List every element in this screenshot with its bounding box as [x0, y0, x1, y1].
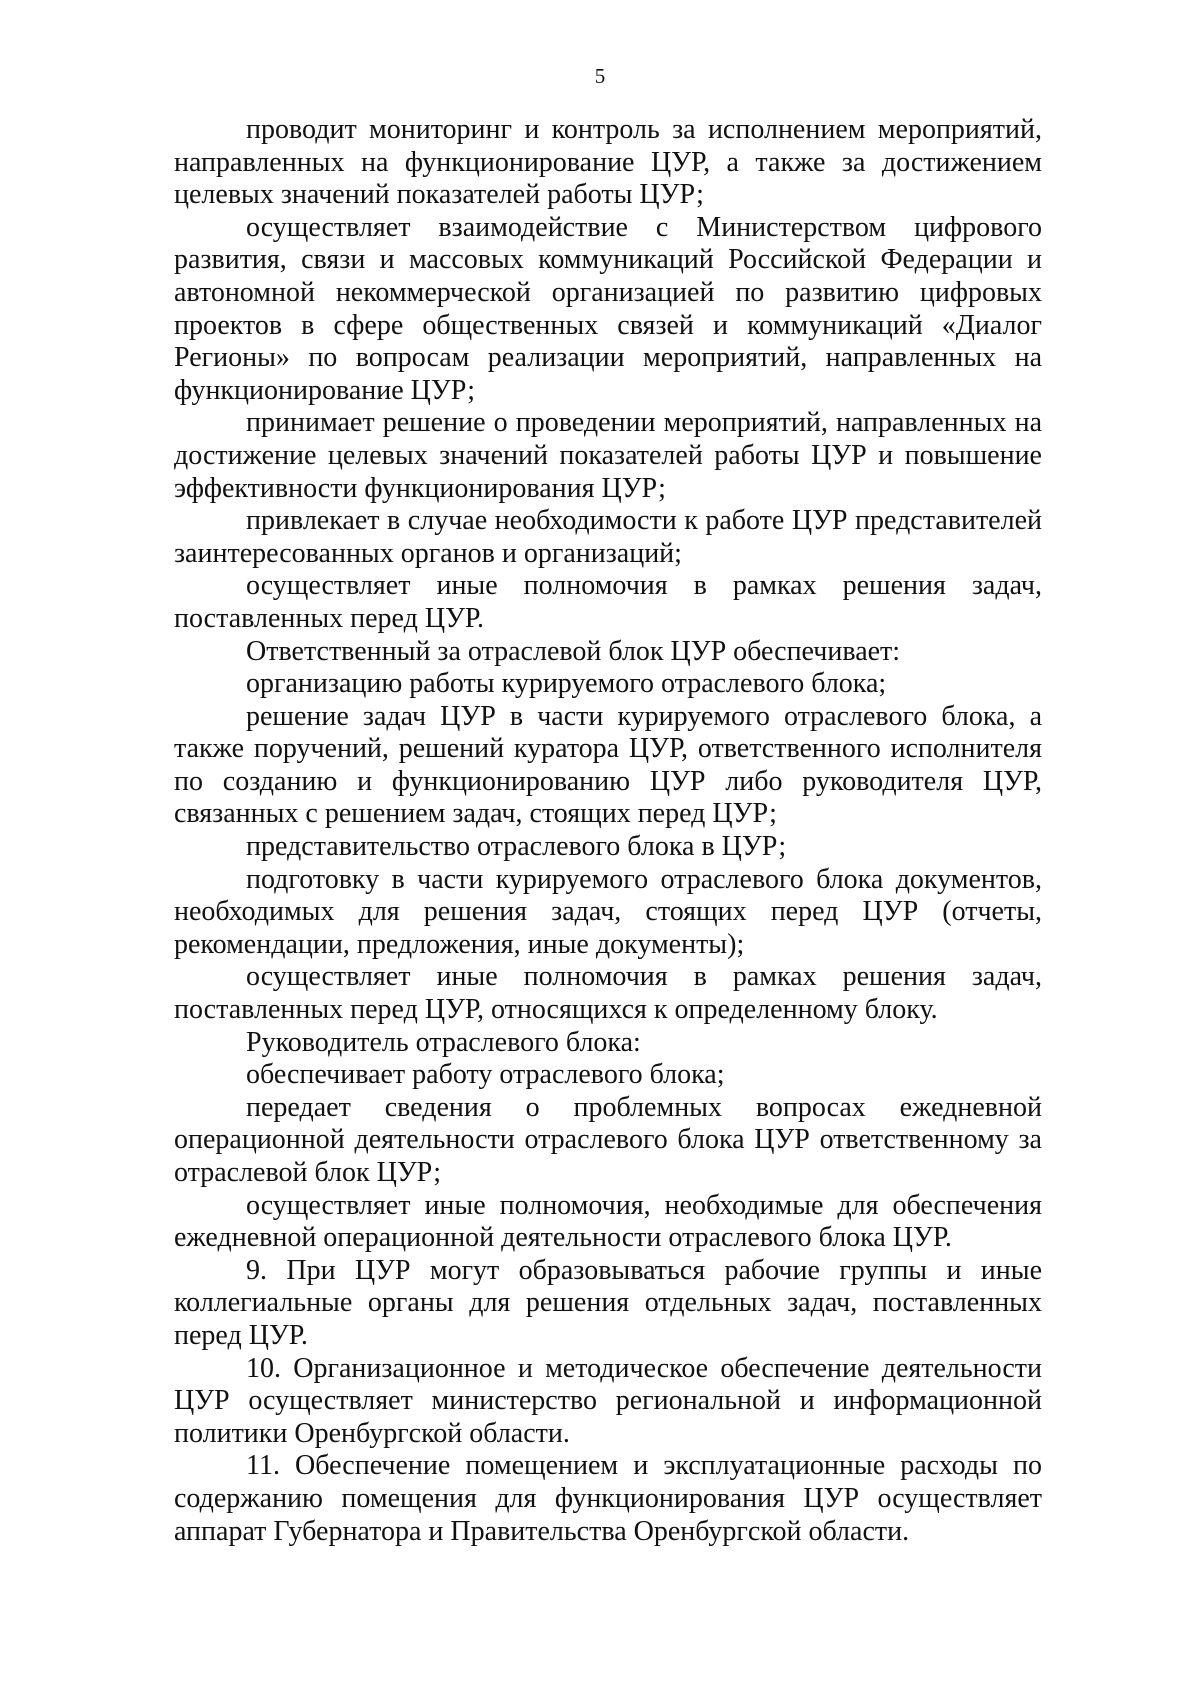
paragraph: Ответственный за отраслевой блок ЦУР обеспечивает: — [246, 635, 901, 667]
paragraph: осуществляет взаимодействие с Министерством цифрового развития, связи и массовых коммуникаций Российской Федерации и автономной некоммерческой организацией по развитию цифровых проектов в сфере общественных связей и коммуникаций «Диалог Регионы» по вопросам реализации мероприятий, направленных на функционирование ЦУР; — [174, 211, 1042, 406]
paragraph: Руководитель отраслевого блока: — [246, 1026, 641, 1058]
paragraph: принимает решение о проведении мероприятий, направленных на достижение целевых значений показателей работы ЦУР и повышение эффективности функционирования ЦУР; — [174, 407, 1042, 504]
paragraph: обеспечивает работу отраслевого блока; — [246, 1059, 725, 1091]
document-body — [174, 114, 1042, 1548]
paragraph: решение задач ЦУР в части курируемого отраслевого блока, а также поручений, решений куратора ЦУР, ответственного исполнителя по созданию и функционированию ЦУР либо руководителя ЦУР, связанных с решением задач, стоящих перед ЦУР; — [174, 700, 1042, 830]
paragraph: проводит мониторинг и контроль за исполнением мероприятий, направленных на функционирование ЦУР, а также за достижением целевых значений показателей работы ЦУР; — [174, 114, 1042, 211]
page-number: 5 — [594, 64, 606, 88]
paragraph: передает сведения о проблемных вопросах ежедневной операционной деятельности отраслевого блока ЦУР ответственному за отраслевой блок ЦУР; — [174, 1091, 1042, 1188]
paragraph: 11. Обеспечение помещением и эксплуатационные расходы по содержанию помещения для функционирования ЦУР осуществляет аппарат Губернатора и Правительства Оренбургской области. — [174, 1450, 1042, 1547]
paragraph: осуществляет иные полномочия в рамках решения задач, поставленных перед ЦУР, относящихся к определенному блоку. — [174, 961, 1042, 1026]
paragraph: 10. Организационное и методическое обеспечение деятельности ЦУР осуществляет министерство региональной и информационной политики Оренбургской области. — [174, 1352, 1042, 1449]
paragraph: организацию работы курируемого отраслевого блока; — [246, 668, 887, 700]
paragraph: осуществляет иные полномочия, необходимые для обеспечения ежедневной операционной деятельности отраслевого блока ЦУР. — [174, 1189, 1042, 1254]
paragraph: подготовку в части курируемого отраслевого блока документов, необходимых для решения задач, стоящих перед ЦУР (отчеты, рекомендации, предложения, иные документы); — [174, 863, 1042, 960]
paragraph: привлекает в случае необходимости к работе ЦУР представителей заинтересованных органов и организаций; — [174, 505, 1042, 569]
paragraph: осуществляет иные полномочия в рамках решения задач, поставленных перед ЦУР. — [174, 570, 1042, 634]
paragraph: 9. При ЦУР могут образовываться рабочие группы и иные коллегиальные органы для решения отдельных задач, поставленных перед ЦУР. — [174, 1254, 1042, 1351]
paragraph: представительство отраслевого блока в ЦУР; — [246, 831, 787, 863]
